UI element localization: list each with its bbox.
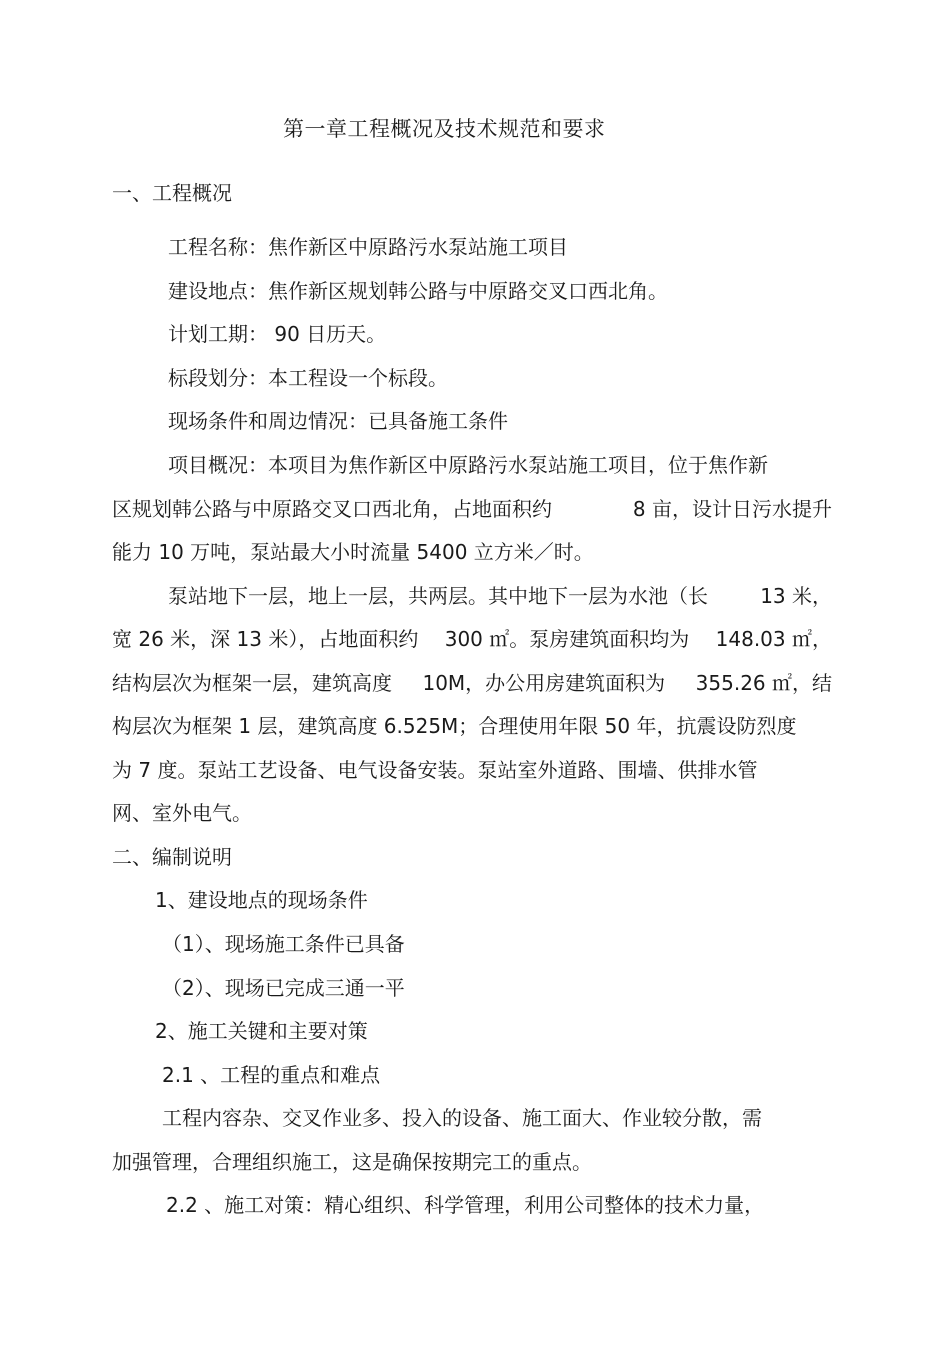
structure-line-4: 构层次为框架 1 层，建筑高度 6.525M；合理使用年限 50 年，抗震设防烈度 bbox=[112, 714, 797, 738]
overview-line-2 bbox=[112, 499, 832, 519]
structure-line-2-part-c: 148.03 ㎡， bbox=[715, 627, 832, 651]
item-1-1: （1）、现场施工条件已具备 bbox=[162, 932, 405, 956]
item-1: 1、建设地点的现场条件 bbox=[155, 888, 368, 912]
structure-line-3 bbox=[112, 673, 832, 693]
structure-line-1 bbox=[168, 586, 832, 606]
structure-line-2 bbox=[112, 629, 832, 649]
structure-line-2-part-a: 宽 26 米，深 13 米），占地面积约 bbox=[112, 627, 419, 651]
structure-line-3-part-b: 10M，办公用房建筑面积为 bbox=[422, 671, 666, 695]
item-2: 2、施工关键和主要对策 bbox=[155, 1019, 368, 1043]
item-2-2: 2.2 、施工对策：精心组织、科学管理，利用公司整体的技术力量， bbox=[166, 1193, 765, 1217]
structure-line-3-part-a: 结构层次为框架一层，建筑高度 bbox=[112, 671, 392, 695]
structure-line-6: 网、室外电气。 bbox=[112, 801, 252, 825]
item-2-1-text-line-2: 加强管理，合理组织施工，这是确保按期完工的重点。 bbox=[112, 1150, 592, 1174]
duration-line: 计划工期： 90 日历天。 bbox=[168, 322, 387, 346]
project-name-line: 工程名称：焦作新区中原路污水泵站施工项目 bbox=[168, 235, 568, 259]
location-line: 建设地点：焦作新区规划韩公路与中原路交叉口西北角。 bbox=[168, 279, 668, 303]
overview-line-2-part-a: 区规划韩公路与中原路交叉口西北角，占地面积约 bbox=[112, 497, 552, 521]
structure-line-2-part-b: 300 ㎡。泵房建筑面积均为 bbox=[444, 627, 690, 651]
sections-line: 标段划分：本工程设一个标段。 bbox=[168, 366, 448, 390]
item-2-1-text-line-1: 工程内容杂、交叉作业多、投入的设备、施工面大、作业较分散，需 bbox=[162, 1106, 762, 1130]
conditions-line: 现场条件和周边情况：已具备施工条件 bbox=[168, 409, 508, 433]
item-2-1: 2.1 、工程的重点和难点 bbox=[162, 1063, 381, 1087]
structure-line-3-part-c: 355.26 ㎡，结 bbox=[695, 671, 832, 695]
overview-line-3: 能力 10 万吨，泵站最大小时流量 5400 立方米／时。 bbox=[112, 540, 594, 564]
overview-line-2-part-b: 8 亩，设计日污水提升 bbox=[632, 497, 832, 521]
overview-line-1: 项目概况：本项目为焦作新区中原路污水泵站施工项目，位于焦作新 bbox=[168, 453, 768, 477]
section-heading-overview: 一、工程概况 bbox=[112, 181, 232, 205]
item-1-2: （2）、现场已完成三通一平 bbox=[162, 976, 405, 1000]
structure-line-1-part-a: 泵站地下一层，地上一层，共两层。其中地下一层为水池（长 bbox=[168, 584, 708, 608]
structure-line-5: 为 7 度。泵站工艺设备、电气设备安装。泵站室外道路、围墙、供排水管 bbox=[112, 758, 758, 782]
structure-line-1-part-b: 13 米， bbox=[760, 584, 832, 608]
page-title: 第一章工程概况及技术规范和要求 bbox=[283, 117, 606, 141]
section-heading-notes: 二、编制说明 bbox=[112, 845, 232, 869]
